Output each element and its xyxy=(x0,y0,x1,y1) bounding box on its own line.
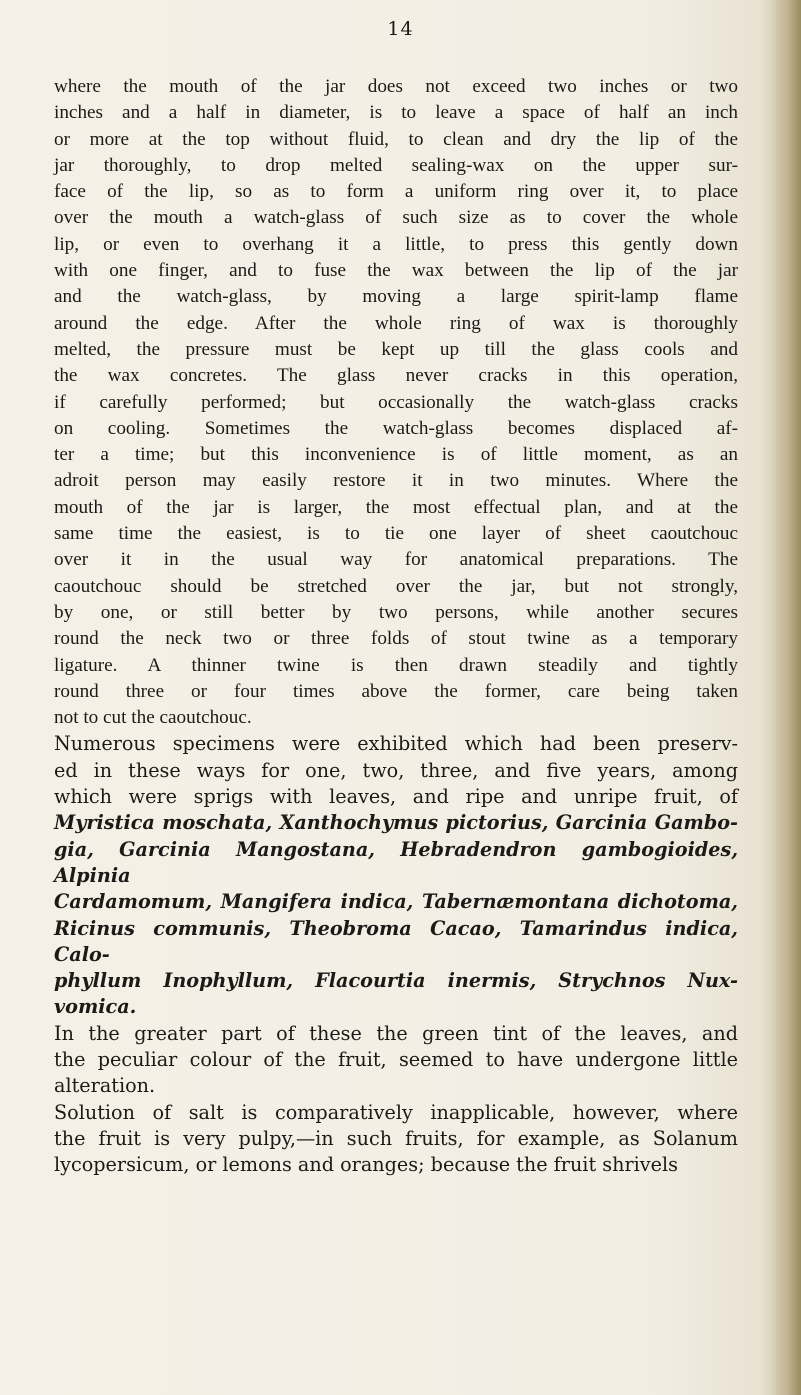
line: ed in these ways for one, two, three, and five years, among xyxy=(54,758,738,782)
line: where the mouth of the jar does not exceed two inches or two xyxy=(54,76,738,97)
paragraph-3 xyxy=(54,1100,738,1179)
line: face of the lip, so as to form a uniform ring over it, to place xyxy=(54,181,738,203)
paragraph-2 xyxy=(54,731,738,1099)
line: Solution of salt is comparatively inapplicable, however, where xyxy=(54,1100,738,1124)
line: lycopersicum, or lemons and oranges; because the fruit shrivels xyxy=(54,1153,678,1177)
species-line: Ricinus communis, Theobroma Cacao, Tamarindus indica, Calo- xyxy=(54,916,738,966)
line: around the edge. After the whole ring of wax is thoroughly xyxy=(54,312,738,334)
line: the wax concretes. The glass never cracks in this operation, xyxy=(54,365,738,387)
line: ligature. A thinner twine is then drawn steadily and tightly xyxy=(54,654,738,676)
line: over it in the usual way for anatomical preparations. The xyxy=(54,549,738,571)
species-line: phyllum Inophyllum, Flacourtia inermis, Strychnos Nux-vomica. xyxy=(54,969,738,1019)
line: same time the easiest, is to tie one layer of sheet caoutchouc xyxy=(54,523,738,545)
line: round the neck two or three folds of stout twine as a temporary xyxy=(54,628,738,650)
line: not to cut the caoutchouc. xyxy=(54,707,252,729)
line: melted, the pressure must be kept up till the glass cools and xyxy=(54,338,738,360)
line: ter a time; but this inconvenience is of little moment, as an xyxy=(54,444,738,466)
species-line: gia, Garcinia Mangostana, Hebradendron gambogioides, Alpinia xyxy=(54,837,738,887)
line: if carefully performed; but occasionally the watch-glass cracks xyxy=(54,391,738,413)
line: by one, or still better by two persons, while another secures xyxy=(54,601,738,623)
species-line: Cardamomum, Mangifera indica, Tabernæmontana dichotoma, xyxy=(54,890,738,914)
line: Numerous specimens were exhibited which had been preserv- xyxy=(54,732,738,756)
line: lip, or even to overhang it a little, to press this gently down xyxy=(54,233,738,255)
line: adroit person may easily restore it in two minutes. Where the xyxy=(54,470,738,492)
paragraph-1 xyxy=(54,74,738,731)
body-text xyxy=(54,74,738,1178)
line: on cooling. Sometimes the watch-glass becomes displaced af- xyxy=(54,417,738,439)
species-line: Myristica moschata, Xanthochymus pictorius, Garcinia Gambo- xyxy=(54,811,738,835)
line: mouth of the jar is larger, the most effectual plan, and at the xyxy=(54,496,738,518)
line: and the watch-glass, by moving a large spirit-lamp flame xyxy=(54,286,738,308)
line: caoutchouc should be stretched over the jar, but not strongly, xyxy=(54,575,738,597)
line: the fruit is very pulpy,—in such fruits, for example, as Solanum xyxy=(54,1126,738,1150)
line: alteration. xyxy=(54,1074,156,1098)
line: round three or four times above the former, care being taken xyxy=(54,680,738,702)
line: the peculiar colour of the fruit, seemed to have undergone little xyxy=(54,1047,738,1071)
line: with one finger, and to fuse the wax between the lip of the jar xyxy=(54,260,738,282)
line: or more at the top without fluid, to clean and dry the lip of the xyxy=(54,128,738,150)
page-edge-shadow xyxy=(773,0,801,1395)
line: In the greater part of these the green tint of the leaves, and xyxy=(54,1021,738,1045)
page-number: 14 xyxy=(387,18,414,40)
line: over the mouth a watch-glass of such size as to cover the whole xyxy=(54,207,738,229)
line: which were sprigs with leaves, and ripe and unripe fruit, of xyxy=(54,785,738,809)
line: jar thoroughly, to drop melted sealing-wax on the upper sur- xyxy=(54,154,738,176)
line: inches and a half in diameter, is to leave a space of half an inch xyxy=(54,102,738,124)
